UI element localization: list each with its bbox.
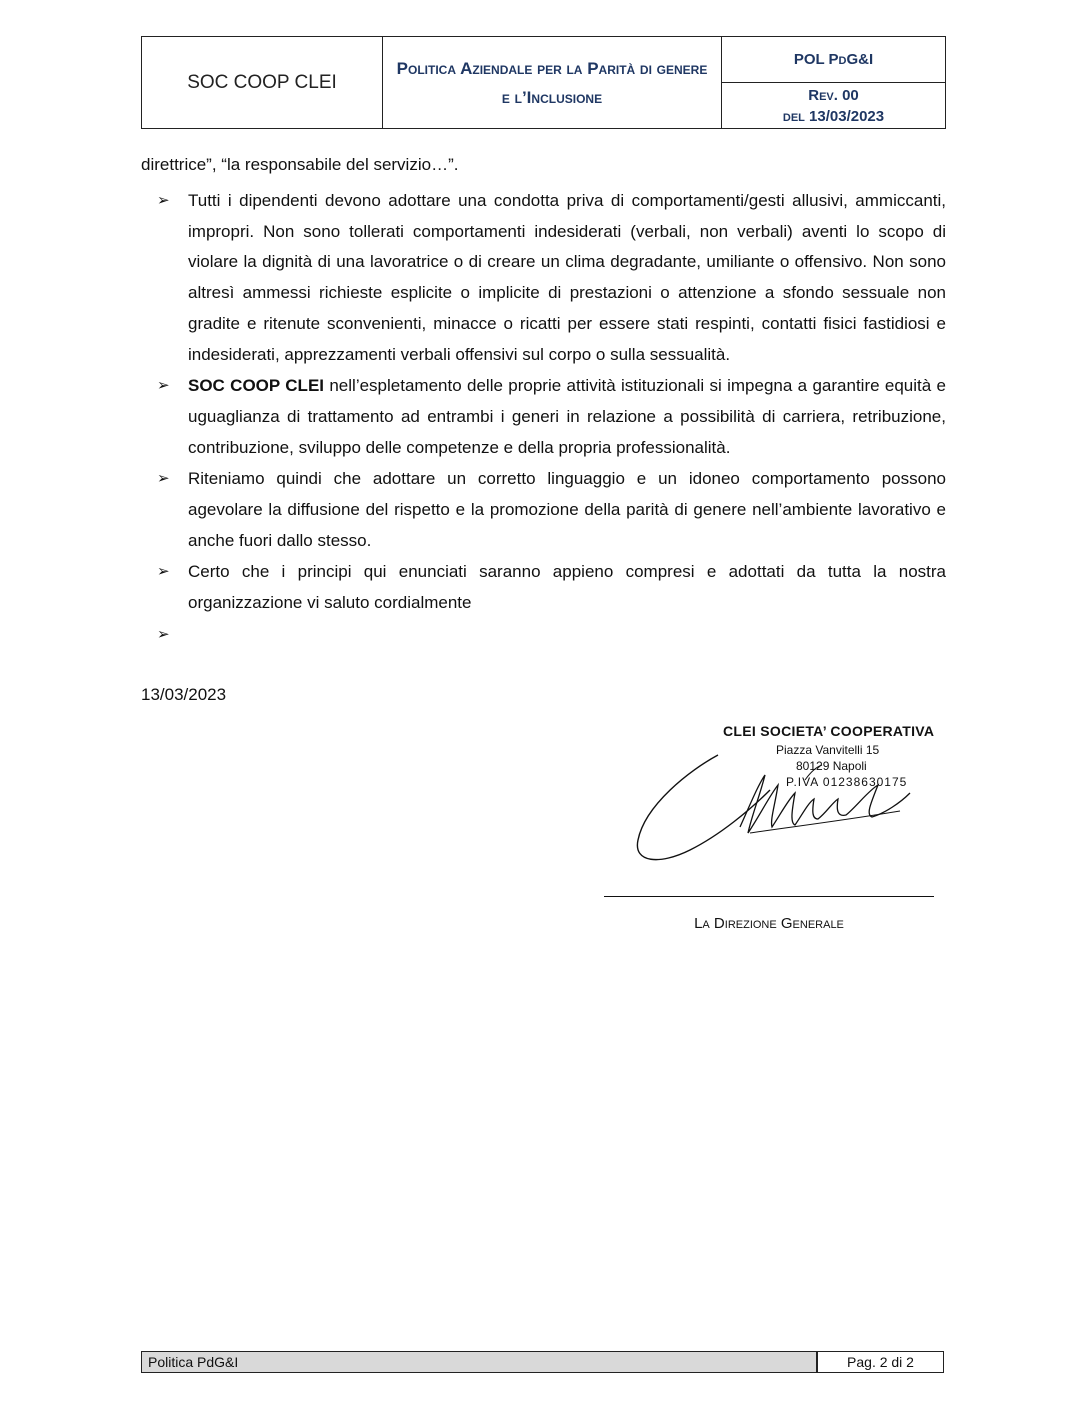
stamp-city-line: 80129 Napoli <box>796 759 867 773</box>
signatory-role: La Direzione Generale <box>694 915 844 932</box>
document-title: Politica Aziendale per la Parità di genere e l’Inclusione <box>383 37 722 128</box>
stamp-company-line: CLEI SOCIETA’ COOPERATIVA <box>723 723 935 739</box>
document-meta <box>722 37 945 128</box>
company-stamp <box>600 715 950 875</box>
arrow-bullet-icon: ➢ <box>157 563 170 581</box>
list-item <box>141 464 946 556</box>
arrow-bullet-icon: ➢ <box>157 470 170 488</box>
footer-page-number: Pag. 2 di 2 <box>847 1354 914 1370</box>
list-item <box>141 557 946 618</box>
policy-bullet-list <box>141 186 946 651</box>
list-item <box>141 371 946 463</box>
bullet-text: Certo che i principi qui enunciati saranno appieno compresi e adottati da tutta la nostra organizzazione vi saluto cordialmente <box>188 562 946 613</box>
stamp-vat-line: P.IVA 01238630175 <box>786 775 908 789</box>
document-code: POL PdG&I <box>722 37 945 83</box>
revision-date: del 13/03/2023 <box>782 107 885 125</box>
page-footer <box>141 1351 944 1373</box>
arrow-bullet-icon: ➢ <box>157 377 170 395</box>
handwritten-signature <box>600 715 950 875</box>
list-item <box>141 186 946 370</box>
document-date: 13/03/2023 <box>141 685 227 704</box>
bullet-strong-text: SOC COOP CLEI <box>188 376 325 396</box>
footer-document-name: Politica PdG&I <box>142 1352 818 1372</box>
list-item <box>141 620 946 650</box>
bullet-text: nell’espletamento delle proprie attività istituzionali si impegna a garantire equità e uguaglianza di trattamento ad entrambi i generi in relazione a possibilità di carriera, retribuzione, contribuzione, sviluppo delle competenze e della propria professionalità. <box>188 376 947 457</box>
revision-number: Rev. 00 <box>808 86 859 104</box>
company-name: SOC COOP CLEI <box>142 37 383 128</box>
arrow-bullet-icon: ➢ <box>157 192 170 209</box>
stamp-address-line: Piazza Vanvitelli 15 <box>776 743 880 757</box>
document-header <box>141 36 946 129</box>
bullet-text: Riteniamo quindi che adottare un corretto linguaggio e un idoneo comportamento possono agevolare la diffusione del rispetto e la promozione della parità di genere nell’ambiente lavorativo e anche fuori dallo stesso. <box>188 469 946 550</box>
revision-block <box>722 83 945 128</box>
signature-line <box>604 896 934 897</box>
bullet-text: Tutti i dipendenti devono adottare una condotta priva di comportamenti/gesti allusivi, ammiccanti, impropri. Non sono tollerati comportamenti indesiderati (verbali, non verbali) aventi lo scopo di violare la dignità di una lavoratrice o di creare un clima degradante, umiliante o offensivo. Non sono altresì ammessi richieste esplicite o implicite di prestazioni o attenzione a sfondo sessuale non gradite e ritenute sconvenienti, minacce o ricatti per essere stati respinti, contatti fisici fastidiosi e indesiderati, apprezzamenti verbali offensivi sul corpo o sulla sessualità. <box>188 191 946 364</box>
arrow-bullet-icon: ➢ <box>157 625 170 643</box>
intro-line: direttrice”, “la responsabile del servizio…”. <box>141 155 459 174</box>
